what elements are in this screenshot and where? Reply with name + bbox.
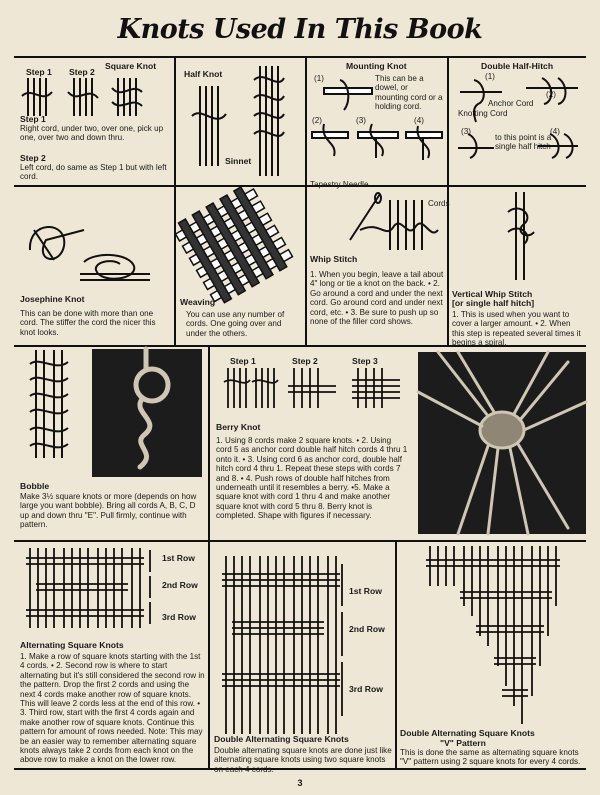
square-knot-step1-text: Right cord, under two, over one, pick up one, over two and down thru. — [20, 124, 164, 143]
double-alt-row1-label: 1st Row — [349, 586, 382, 596]
double-alt-row3-label: 3rd Row — [349, 684, 383, 694]
berry-step3-label: Step 3 — [352, 356, 378, 366]
alternating-square-knots-text: 1. Make a row of square knots starting with the 1st 4 cords. • 2. Second row is where to start alternating but it's still considered the second row in the pattern. Drop the first 2 cords and using the next 4 cords make another row of square knots. This will leave 2 cords less at the end of this row. • 3. Third row, start with the first 4 cords again and make another row of square knots. Continue this pattern for amount of rows needed. Note: This may be an easier way to remember alternating square knots always take 2 cords from each knot on the above row to make a knot on the lower row. — [20, 652, 205, 765]
double-half-hitch-step3-number: (3) — [461, 127, 471, 136]
sinnet-label: Sinnet — [225, 156, 252, 166]
berry-knot-photo — [418, 352, 586, 534]
v-pattern-text: This is done the same as alternating square knots "V" pattern using 2 square knots for every 4 cords. — [400, 748, 581, 767]
square-knot-step2-text: Left cord, do same as Step 1 but with left cord. — [20, 163, 167, 182]
square-knot-step1-label: Step 1 — [26, 67, 52, 77]
divider — [305, 56, 307, 345]
weaving-illustration — [180, 192, 290, 302]
bobble-illustration — [20, 350, 80, 460]
double-half-hitch-label: Double Half-Hitch — [481, 61, 554, 71]
mounting-knot-label: Mounting Knot — [346, 61, 407, 71]
mounting-knot-note: This can be a dowel, or mounting cord or a holding cord. — [375, 74, 443, 112]
berry-step2-label: Step 2 — [292, 356, 318, 366]
divider — [208, 345, 210, 540]
double-alt-row2-label: 2nd Row — [349, 624, 385, 634]
v-pattern-sublabel: "V" Pattern — [440, 738, 486, 748]
knotting-cord-label: Knotting Cord — [458, 109, 508, 118]
square-knot-step1-heading: Step 1 — [20, 114, 46, 124]
divider — [14, 185, 586, 187]
josephine-knot-illustration — [24, 200, 164, 290]
berry-knot-illustration — [218, 368, 408, 413]
vertical-whip-stitch-sublabel: [or single half hitch] — [452, 298, 535, 308]
berry-step1-label: Step 1 — [230, 356, 256, 366]
berry-knot-label: Berry Knot — [216, 422, 261, 432]
divider — [14, 56, 586, 58]
square-knot-label: Square Knot — [105, 61, 157, 71]
single-half-hitch-note: to this point is a single half hitch — [495, 133, 552, 152]
double-half-hitch-step2-number: (2) — [546, 90, 556, 99]
whip-stitch-illustration — [330, 190, 460, 250]
vertical-whip-stitch-text: 1. This is used when you want to cover a larger amount. • 2. When this step is repeated several times it begins a spiral. — [452, 310, 581, 348]
alternating-square-knots-label: Alternating Square Knots — [20, 640, 124, 650]
double-half-hitch-step1-number: (1) — [485, 72, 495, 81]
v-pattern-illustration — [420, 546, 570, 726]
square-knot-step2-heading: Step 2 — [20, 153, 46, 163]
whip-stitch-text: 1. When you begin, leave a tail about 4" long or tie a knot on the back. • 2. Go around a cord and under the next cord. Go around cord and under next cord, etc. • 3. Be sure to push up so none of the filler cord shows. — [310, 270, 444, 327]
bobble-photo — [92, 349, 202, 477]
half-knot-label: Half Knot — [184, 69, 223, 79]
josephine-knot-label: Josephine Knot — [20, 294, 85, 304]
mounting-knot-step2-number: (2) — [312, 116, 322, 125]
divider — [208, 540, 210, 768]
double-alternating-illustration — [216, 556, 346, 736]
page-number: 3 — [297, 778, 303, 788]
mounting-knot-step4-number: (4) — [414, 116, 424, 125]
alternating-square-knots-illustration — [20, 548, 170, 628]
vertical-whip-stitch-illustration — [494, 192, 554, 282]
cords-label: Cords — [428, 199, 450, 208]
alt-row3-label: 3rd Row — [162, 612, 196, 622]
berry-knot-text: 1. Using 8 cords make 2 square knots. • 2. Using cord 5 as anchor cord double half hitch cords 4 thru 1 onto it. • 3. Using cord 6 as anchor cord, double half hitch cord 4 thru 1. Repeat these steps with cords 7 and 8. • 4. Push rows of double half hitches from underneath until it resembles a berry. •5. Make a square knot with cord 1 thru 4 and make another square knot with cord 5 thru 8. Berry knot is completed. Shape with figures if necessary. — [216, 436, 408, 521]
alt-row1-label: 1st Row — [162, 553, 195, 563]
mounting-knot-step1-number: (1) — [314, 74, 324, 83]
divider — [395, 540, 397, 768]
square-knot-step2-label: Step 2 — [69, 67, 95, 77]
bobble-label: Bobble — [20, 481, 50, 491]
mounting-knot-illustration — [310, 80, 446, 160]
double-half-hitch-step4-number: (4) — [550, 127, 560, 136]
mounting-knot-step3-number: (3) — [356, 116, 366, 125]
vertical-whip-stitch-label: Vertical Whip Stitch — [452, 289, 533, 299]
double-alternating-text: Double alternating square knots are done just like alternating square knots using two square knots on each 4 cords. — [214, 746, 392, 774]
page-title: Knots Used In This Book — [117, 14, 483, 45]
whip-stitch-label: Whip Stitch — [310, 254, 358, 264]
square-knot-illustration — [22, 78, 172, 118]
double-alternating-label: Double Alternating Square Knots — [214, 734, 349, 744]
bobble-text: Make 3½ square knots or more (depends on how large you want bobble). Bring all cords A, B, C, D up and down thru "E". Pull firmly, continue with pattern. — [20, 492, 197, 530]
v-pattern-label: Double Alternating Square Knots — [400, 728, 535, 738]
weaving-text: You can use any number of cords. One going over and under the others. — [186, 310, 285, 338]
double-half-hitch-illustration — [454, 78, 584, 168]
josephine-knot-text: This can be done with more than one cord. The stiffer the cord the nicer this knot looks. — [20, 309, 156, 337]
anchor-cord-label: Anchor Cord — [488, 99, 534, 108]
weaving-label: Weaving — [180, 297, 216, 307]
tapestry-needle-label: Tapestry Needle — [310, 180, 369, 189]
divider — [174, 56, 176, 345]
divider — [14, 540, 586, 542]
alt-row2-label: 2nd Row — [162, 580, 198, 590]
